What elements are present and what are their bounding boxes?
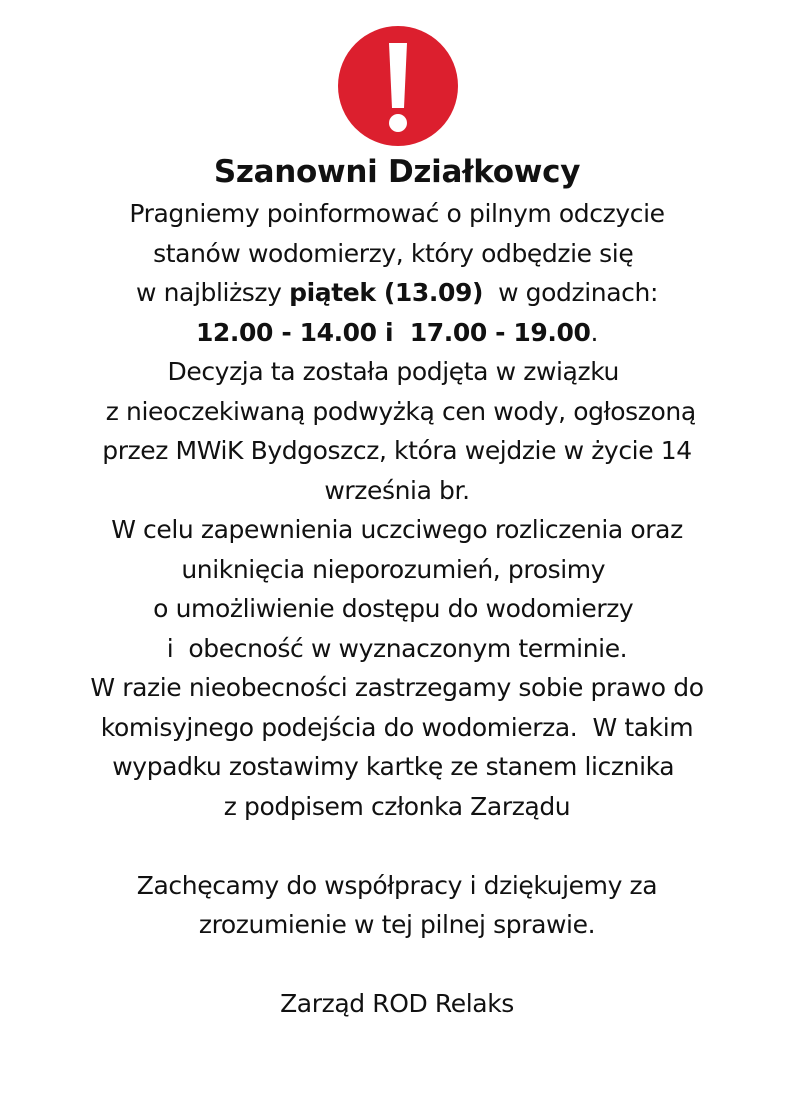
request-line: o umożliwienie dostępu do wodomierzy	[153, 594, 641, 623]
spacer	[0, 826, 794, 866]
request-line: uniknięcia nieporozumień, prosimy	[181, 554, 613, 584]
closing-thanks	[0, 866, 794, 945]
reading-hours: 12.00 - 14.00 i 17.00 - 19.00	[195, 317, 591, 347]
policy-line: komisyjnego podejścia do wodomierza. W takim	[100, 712, 694, 742]
reading-hours-line	[0, 313, 794, 353]
spacer	[0, 945, 794, 985]
date-outro: w godzinach:	[483, 278, 658, 307]
reason-line: z nieoczekiwaną podwyżką cen wody, ogłoszoną	[98, 396, 696, 426]
policy-line: z podpisem członka Zarządu	[223, 791, 571, 821]
absence-policy	[0, 668, 794, 826]
reading-announcement	[0, 194, 794, 352]
decision-reason	[0, 352, 794, 510]
policy-line: W razie nieobecności zastrzegamy sobie prawo do	[90, 673, 704, 702]
exclamation-icon	[338, 26, 458, 146]
date-intro: w najbliższy	[136, 278, 290, 307]
notice-content	[0, 150, 794, 1024]
reading-hours-period: .	[590, 317, 599, 347]
exclamation-icon-bar	[389, 43, 407, 108]
signature: Zarząd ROD Relaks	[280, 989, 514, 1018]
notice-title: Szanowni Działkowcy	[213, 154, 581, 190]
request-line: i obecność w wyznaczonym terminie.	[166, 633, 628, 663]
announcement-line: Pragniemy poinformować o pilnym odczycie	[129, 199, 665, 228]
policy-line: wypadku zostawimy kartkę ze stanem licznika	[112, 752, 682, 781]
announcement-line: stanów wodomierzy, który odbędzie się	[153, 238, 641, 268]
announcement-date-line	[0, 273, 794, 313]
access-request	[0, 510, 794, 668]
closing-line: zrozumienie w tej pilnej sprawie.	[198, 910, 596, 939]
reading-date: piątek (13.09)	[289, 278, 483, 307]
closing-line: Zachęcamy do współpracy i dziękujemy za	[136, 870, 658, 900]
exclamation-icon-dot	[389, 114, 407, 132]
request-line: W celu zapewnienia uczciwego rozliczenia oraz	[111, 515, 683, 544]
reason-line: przez MWiK Bydgoszcz, która wejdzie w życie 14	[102, 436, 692, 465]
reason-line: Decyzja ta została podjęta w związku	[167, 357, 627, 386]
reason-line: września br.	[324, 475, 470, 505]
